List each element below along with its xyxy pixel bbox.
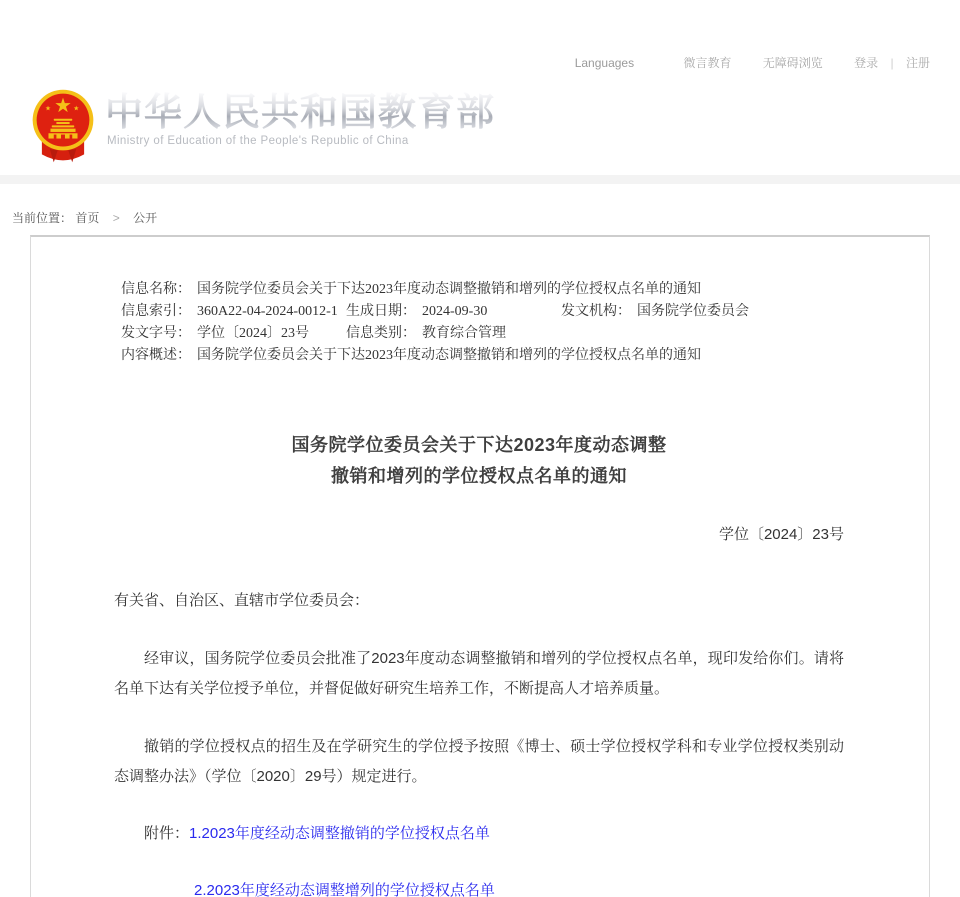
site-subtitle: Ministry of Education of the People's Republic of China [107, 135, 409, 147]
attachments-label: 附件： [144, 825, 190, 842]
meta-docno-value: 学位〔2024〕23号 [197, 326, 309, 341]
meta-category-value: 教育综合管理 [422, 326, 506, 341]
meta-row-summary [121, 345, 899, 367]
meta-index-value: 360A22-04-2024-0012-1 [197, 304, 338, 319]
document-meta-table [121, 279, 899, 367]
attachment-line-1 [114, 819, 844, 849]
notice-doc-number: 学位〔2024〕23号 [718, 526, 844, 543]
document-content-box [30, 235, 930, 897]
attachment-link-2[interactable]: 2.2023年度经动态调整增列的学位授权点名单 [194, 882, 495, 897]
languages-menu[interactable]: Languages [574, 56, 635, 70]
notice-title [114, 430, 844, 492]
meta-category-cell [346, 323, 506, 345]
attachment-link-1[interactable]: 1.2023年度经动态调整撤销的学位授权点名单 [189, 825, 490, 842]
meta-name-label: 信息名称： [121, 282, 191, 297]
wechat-education-link[interactable]: 微言教育 [683, 56, 732, 70]
breadcrumb [12, 209, 960, 226]
notice-salutation: 有关省、自治区、直辖市学位委员会： [114, 592, 370, 609]
notice-article [31, 430, 929, 897]
site-title: 中华人民共和国教育部 [105, 92, 496, 134]
meta-summary-label: 内容概述： [121, 348, 191, 363]
site-masthead [30, 88, 960, 166]
login-register-divider: | [890, 56, 894, 70]
meta-category-label: 信息类别： [346, 326, 416, 341]
meta-row-index-date-org [121, 301, 899, 323]
attachment-line-2 [114, 876, 844, 897]
site-title-block [105, 88, 495, 147]
meta-row-docno-category [121, 323, 899, 345]
login-link[interactable]: 登录 [854, 56, 879, 70]
meta-date-label: 生成日期： [346, 304, 416, 319]
meta-docno-label: 发文字号： [121, 326, 191, 341]
notice-title-line2: 撤销和增列的学位授权点名单的通知 [331, 466, 627, 486]
register-link[interactable]: 注册 [905, 56, 930, 70]
breadcrumb-home[interactable]: 首页 [75, 211, 100, 225]
meta-date-cell [346, 301, 561, 323]
top-utility-bar [0, 0, 960, 71]
meta-row-name [121, 279, 899, 301]
meta-org-cell [561, 301, 749, 323]
meta-name-value: 国务院学位委员会关于下达2023年度动态调整撤销和增列的学位授权点名单的通知 [197, 282, 701, 297]
meta-org-value: 国务院学位委员会 [637, 304, 749, 319]
notice-paragraph-2: 撤销的学位授权点的招生及在学研究生的学位授予按照《博士、硕士学位授权学科和专业学位授权类别动态调整办法》（学位〔2020〕29号）规定进行。 [114, 738, 844, 785]
meta-index-cell [121, 301, 346, 323]
meta-org-label: 发文机构： [561, 304, 631, 319]
header-divider-band [0, 175, 960, 184]
notice-title-line1: 国务院学位委员会关于下达2023年度动态调整 [291, 435, 667, 455]
accessibility-link[interactable]: 无障碍浏览 [762, 56, 823, 70]
meta-docno-cell [121, 323, 346, 345]
breadcrumb-section[interactable]: 公开 [133, 211, 158, 225]
notice-paragraph-1: 经审议，国务院学位委员会批准了2023年度动态调整撤销和增列的学位授权点名单，现印发给你们。请将名单下达有关学位授予单位，并督促做好研究生培养工作，不断提高人才培养质量。 [114, 650, 844, 697]
meta-summary-value: 国务院学位委员会关于下达2023年度动态调整撤销和增列的学位授权点名单的通知 [197, 348, 701, 363]
meta-index-label: 信息索引： [121, 304, 191, 319]
national-emblem-logo[interactable] [30, 88, 96, 164]
meta-date-value: 2024-09-30 [422, 304, 488, 319]
breadcrumb-separator: > [112, 211, 120, 225]
breadcrumb-label: 当前位置： [12, 211, 73, 225]
